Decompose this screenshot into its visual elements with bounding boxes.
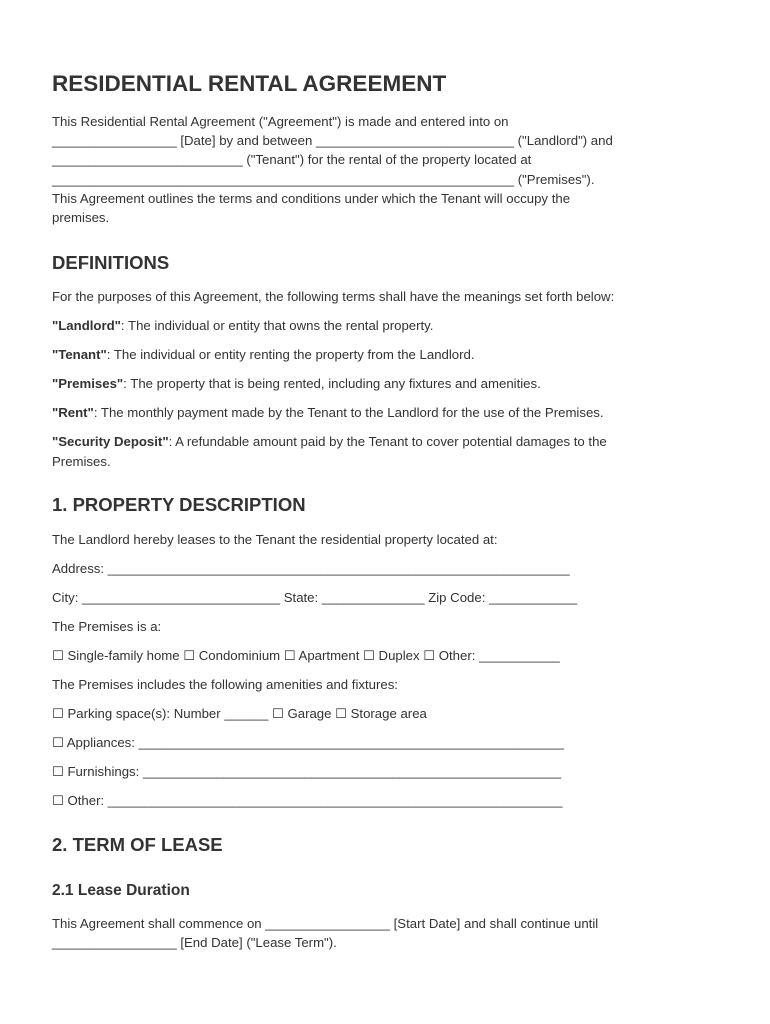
address-field[interactable]: Address: _______________________________________________________________ (52, 561, 570, 576)
definition-item (52, 432, 607, 451)
definitions-heading: DEFINITIONS (52, 252, 170, 273)
definition-term: "Security Deposit" (52, 434, 169, 449)
definition-term: "Tenant" (52, 347, 107, 362)
parking-checkbox-row[interactable]: ☐ Parking space(s): Number ______ ☐ Garage ☐ Storage area (52, 706, 427, 721)
furnishings-checkbox-row[interactable]: ☐ Furnishings: _________________________________________________________ (52, 764, 562, 779)
definition-text: : The individual or entity that owns the rental property. (120, 318, 434, 333)
intro-line: __________________________ ("Tenant") for the rental of the property located at (52, 152, 532, 167)
definition-text: : A refundable amount paid by the Tenant to cover potential damages to the (168, 434, 607, 449)
definition-text: : The individual or entity renting the property from the Landlord. (106, 347, 475, 362)
intro-line: premises. (52, 210, 110, 225)
amenities-label: The Premises includes the following amenities and fixtures: (52, 677, 398, 692)
intro-line: _______________________________________________________________ ("Premises"). (52, 172, 595, 187)
term-of-lease-heading: 2. TERM OF LEASE (52, 834, 223, 855)
lease-term-line: _________________ [End Date] ("Lease Term"). (52, 935, 337, 950)
city-state-zip-fields[interactable]: City: ___________________________ State: ______________ Zip Code: ____________ (52, 590, 578, 605)
intro-line: _________________ [Date] by and between ___________________________ ("Landlord") and (52, 133, 613, 148)
definition-item (52, 316, 433, 335)
definition-term: "Landlord" (52, 318, 121, 333)
appliances-checkbox-row[interactable]: ☐ Appliances: __________________________________________________________ (52, 735, 564, 750)
lease-duration-subheading: 2.1 Lease Duration (52, 882, 190, 899)
premises-type-checkboxes[interactable]: ☐ Single-family home ☐ Condominium ☐ Apartment ☐ Duplex ☐ Other: ___________ (52, 648, 560, 663)
definition-item (52, 374, 541, 393)
definition-term: "Rent" (52, 405, 94, 420)
property-description-heading: 1. PROPERTY DESCRIPTION (52, 494, 306, 515)
definition-item (52, 403, 604, 422)
definitions-lead: For the purposes of this Agreement, the following terms shall have the meanings set forth below: (52, 289, 615, 304)
definition-term: "Premises" (52, 376, 124, 391)
page-title: RESIDENTIAL RENTAL AGREEMENT (52, 71, 447, 96)
definition-text: : The property that is being rented, including any fixtures and amenities. (123, 376, 541, 391)
definition-text: : The monthly payment made by the Tenant to the Landlord for the use of the Premises. (93, 405, 604, 420)
property-lead: The Landlord hereby leases to the Tenant the residential property located at: (52, 532, 498, 547)
premises-type-label: The Premises is a: (52, 619, 162, 634)
intro-line: This Residential Rental Agreement ("Agreement") is made and entered into on (52, 114, 509, 129)
other-checkbox-row[interactable]: ☐ Other: ______________________________________________________________ (52, 793, 563, 808)
definition-item (52, 345, 475, 364)
intro-line: This Agreement outlines the terms and conditions under which the Tenant will occupy the (52, 191, 571, 206)
lease-term-line: This Agreement shall commence on _________________ [Start Date] and shall continue until (52, 916, 599, 931)
definition-continuation: Premises. (52, 454, 111, 469)
